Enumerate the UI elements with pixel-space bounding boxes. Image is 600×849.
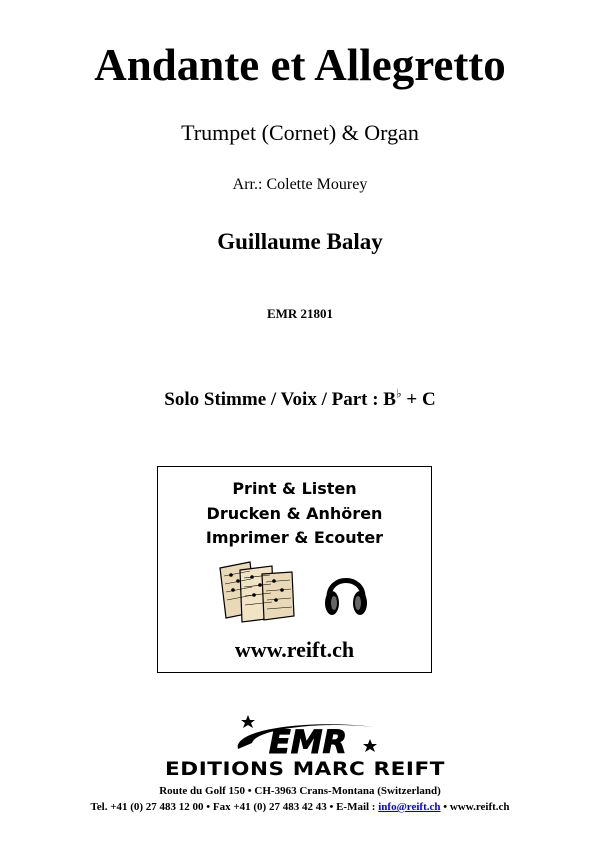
arranger: Arr.: Colette Mourey bbox=[232, 176, 368, 193]
part-prefix: Solo Stimme / Voix / Part : B bbox=[164, 389, 396, 410]
print-listen-box bbox=[157, 466, 432, 673]
publisher-name: EDITIONS MARC REIFT bbox=[165, 758, 445, 780]
emr-logo bbox=[160, 713, 450, 781]
publisher-address: Route du Golf 150 • CH-3963 Crans-Montana (Switzerland) bbox=[159, 785, 441, 797]
promo-line-english: Print & Listen bbox=[232, 479, 357, 498]
catalog-number: EMR 21801 bbox=[266, 306, 334, 321]
star-icon bbox=[241, 715, 255, 728]
flat-sign: ♭ bbox=[395, 386, 402, 401]
star-icon bbox=[363, 739, 377, 752]
contact-website: • www.reift.ch bbox=[440, 801, 510, 813]
title: Andante et Allegretto bbox=[94, 40, 506, 90]
promo-website[interactable]: www.reift.ch bbox=[234, 637, 355, 662]
sheet-music-icon bbox=[216, 560, 298, 624]
promo-line-german: Drucken & Anhören bbox=[206, 504, 383, 523]
composer: Guillaume Balay bbox=[217, 229, 383, 254]
publisher-contact bbox=[0, 800, 600, 814]
logo-mark: EMR bbox=[268, 723, 348, 761]
part-suffix: + C bbox=[401, 389, 436, 410]
email-link[interactable]: info@reift.ch bbox=[378, 801, 441, 813]
contact-text: Tel. +41 (0) 27 483 12 00 • Fax +41 (0) 27 483 42 43 • E-Mail : bbox=[90, 801, 379, 813]
headphones-icon bbox=[323, 567, 369, 619]
instrumentation: Trumpet (Cornet) & Organ bbox=[181, 120, 419, 145]
part-label bbox=[0, 388, 600, 412]
promo-line-french: Imprimer & Ecouter bbox=[205, 528, 384, 547]
